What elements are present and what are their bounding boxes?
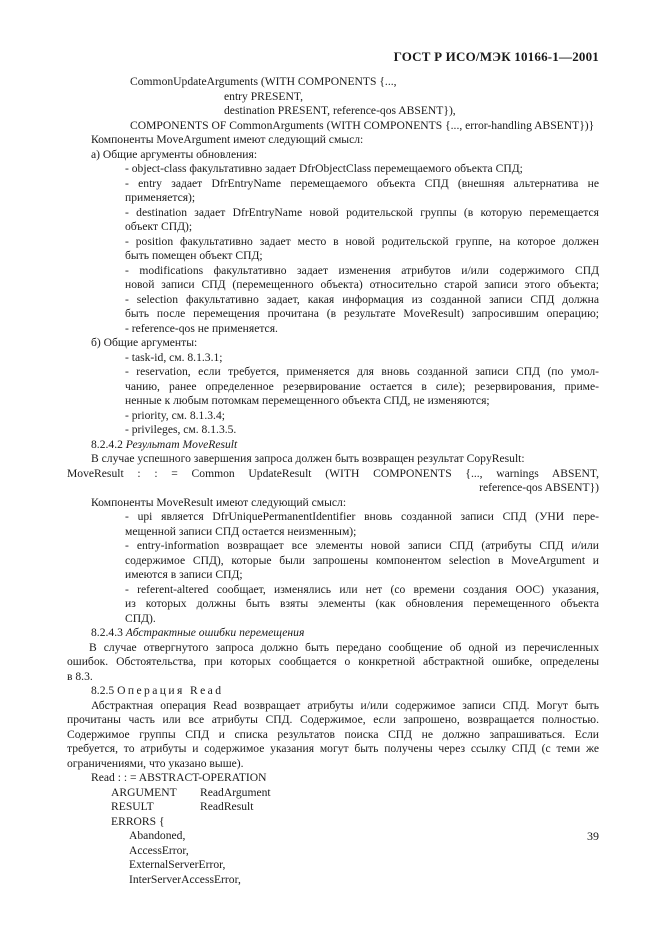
section-title: Операция Read	[117, 684, 224, 697]
section-number: 8.2.4.3	[91, 626, 123, 639]
list-item-cont: быть помещен объект СПД;	[125, 249, 263, 262]
section-heading	[91, 626, 599, 641]
code-keyword: ARGUMENT	[111, 785, 177, 799]
code-value: ReadArgument	[200, 785, 271, 799]
paragraph-line: ошибок. Обстоятельства, при которых сообщается о конкретной абстрактной ошибке, определены	[67, 655, 599, 668]
paragraph-line: Компоненты MoveResult имеют следующий смысл:	[91, 495, 347, 509]
list-item: - upi является DfrUniquePermanentIdentifier вновь созданной записи СПД (УНИ пере-	[125, 510, 599, 523]
list-item: - selection факультативно задает, какая информация из созданной записи СПД должна	[125, 292, 599, 306]
code-line: InterServerAccessError,	[129, 872, 241, 886]
list-item-cont: ненные к любым потомкам перемещенного объекта СПД, не изменяются;	[125, 394, 490, 407]
list-item: - destination задает DfrEntryName новой родительской группы (в которую перемещается	[125, 205, 599, 219]
section-heading	[91, 684, 599, 699]
paragraph-line: ограничениями, что указано выше).	[67, 756, 244, 770]
code-keyword: RESULT	[111, 800, 154, 813]
code-line: entry PRESENT,	[224, 89, 304, 103]
list-item: - reference-qos не применяется.	[125, 321, 278, 335]
code-line: Read : : = ABSTRACT-OPERATION	[91, 771, 267, 784]
list-item-cont: быть после перемещения прочитана (в результате MoveResult) запросившим операцию;	[125, 307, 599, 320]
paragraph-line: требуется, то атрибуты и содержимое указания могут быть получены через ссылку СПД (с теми же	[67, 742, 599, 755]
code-line: AccessError,	[129, 843, 189, 857]
code-value: ReadResult	[200, 800, 254, 813]
list-item: - privileges, см. 8.1.3.5.	[125, 423, 237, 436]
list-item-cont: содержимое СПД), которые были запрошены компонентом selection в MoveArgument и	[125, 553, 599, 567]
list-item: - referent-altered сообщает, изменялись или нет (со времени создания ООС) указания,	[125, 582, 599, 596]
paragraph-line: в 8.3.	[67, 669, 93, 683]
paragraph-line: Содержимое группы СПД и списка результатов поиска СПД не должно запрашиваться. Если	[67, 727, 599, 741]
list-item: - entry-information возвращает все элементы новой записи СПД (атрибуты СПД и/или	[125, 539, 599, 552]
section-title: Результат MoveResult	[125, 437, 238, 451]
code-line: ExternalServerError,	[129, 858, 226, 871]
list-item-cont: чанию, ранее определенное резервирование остается в силе); резервирования, приме-	[125, 379, 599, 393]
paragraph-line: Абстрактная операция Read возвращает атрибуты и/или содержимое записи СПД. Могут быть	[91, 698, 599, 712]
list-item-cont: применяется);	[125, 191, 196, 204]
code-line: ERRORS {	[111, 814, 165, 828]
code-row	[91, 800, 599, 815]
paragraph-line: В случае отвергнутого запроса должно быть передано сообщение об одной из перечисленных	[89, 640, 599, 654]
list-item: - reservation, если требуется, применяется для вновь созданной записи СПД (по умол-	[125, 365, 599, 378]
list-item: - priority, см. 8.1.3.4;	[125, 408, 225, 422]
list-item-cont: из которых должны быть взяты элементы (как обновления перемещенного объекта	[125, 597, 599, 610]
list-item: - modifications факультативно задает изменения атрибутов и/или содержимого СПД	[125, 263, 599, 277]
list-heading: б) Общие аргументы:	[91, 336, 198, 349]
code-line: Abandoned,	[129, 829, 186, 842]
section-number: 8.2.4.2	[91, 437, 123, 451]
page-number: 39	[587, 829, 599, 843]
code-line: CommonUpdateArguments (WITH COMPONENTS {...,	[130, 75, 397, 88]
section-heading	[91, 438, 599, 453]
section-title: Абстрактные ошибки перемещения	[125, 626, 305, 639]
list-item-cont: СПД).	[125, 611, 156, 625]
code-line: COMPONENTS OF CommonArguments (WITH COMPONENTS {..., error-handling ABSENT})}	[130, 118, 595, 132]
list-item-cont: объект СПД);	[125, 220, 193, 233]
code-line: reference-qos ABSENT})	[479, 481, 599, 494]
list-item-cont: имеются в записи СПД;	[125, 568, 243, 581]
code-line: destination PRESENT, reference-qos ABSENT}),	[224, 104, 456, 117]
list-item: - task-id, см. 8.1.3.1;	[125, 350, 223, 364]
paragraph-line: В случае успешного завершения запроса должен быть возвращен результат CopyResult:	[91, 452, 525, 465]
list-item: - entry задает DfrEntryName перемещаемого объекта СПД (внешняя альтернатива не	[125, 176, 599, 190]
paragraph-line: Компоненты MoveArgument имеют следующий смысл:	[91, 133, 364, 146]
paragraph-line: прочитаны часть или все атрибуты СПД. Содержимое, если запрошено, возвращается полностью.	[67, 713, 599, 726]
code-row	[91, 786, 599, 801]
section-number: 8.2.5	[91, 684, 115, 697]
list-item: - object-class факультативно задает DfrObjectClass перемещаемого объекта СПД;	[125, 162, 523, 175]
page-header: ГОСТ Р ИСО/МЭК 10166-1—2001	[393, 49, 599, 64]
list-item: - position факультативно задает место в новой родительской группе, на которое должен	[125, 234, 599, 248]
list-heading: а) Общие аргументы обновления:	[91, 147, 258, 161]
list-item-cont: новой записи СПД (перемещенного объекта) относительно старой записи этого объекта;	[125, 278, 599, 291]
code-line: MoveResult : : = Common UpdateResult (WITH COMPONENTS {..., warnings ABSENT,	[67, 466, 599, 480]
page-body	[67, 75, 599, 887]
list-item-cont: мещенной записи СПД остается неизменным);	[125, 524, 357, 538]
